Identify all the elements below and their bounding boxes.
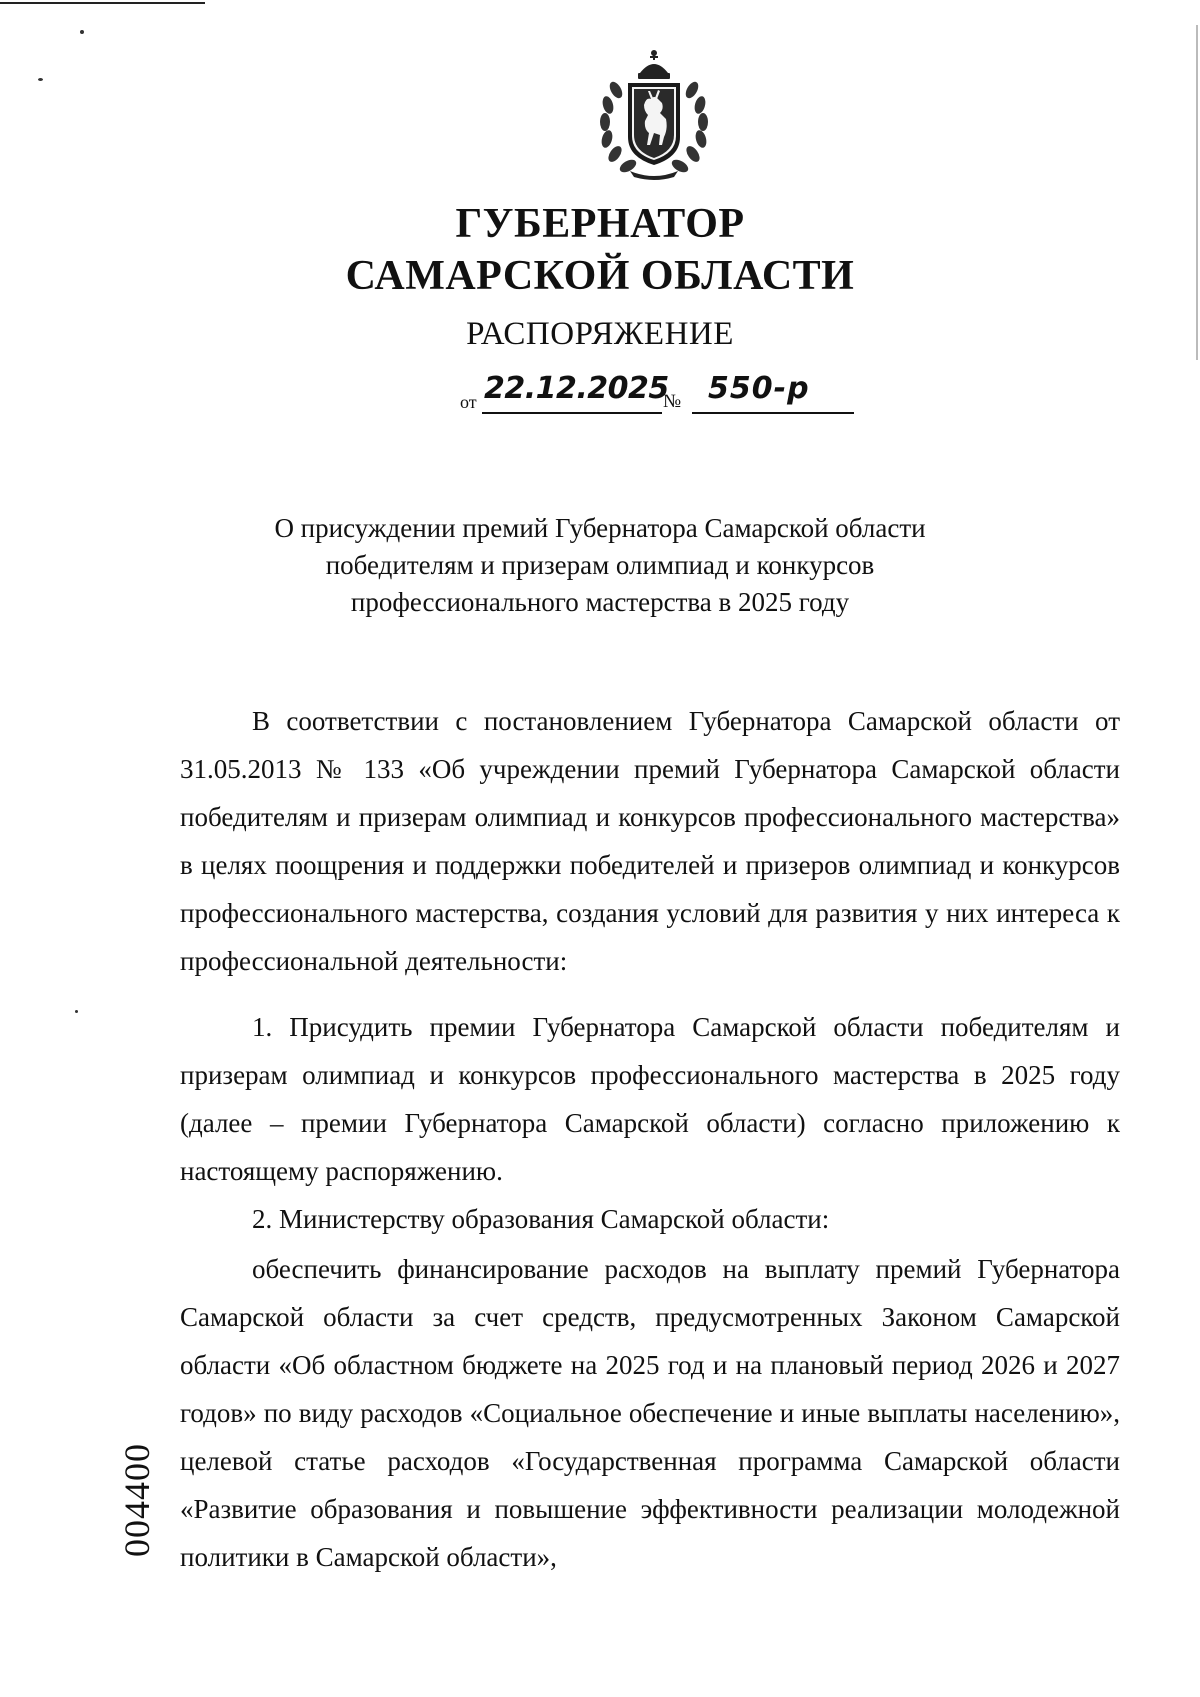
right-edge-line — [1196, 25, 1198, 360]
number-underline — [692, 412, 854, 414]
clause-1-paragraph: 1. Присудить премии Губернатора Самарской области победителям и призерам олимпиад и конкурсов профессионального мастерства в 2025 году (далее – премии Губернатора Самарской области) согласно приложению к настоящему распоряжению. — [180, 1012, 1120, 1186]
serial-number-stamp — [117, 1440, 157, 1560]
handwritten-date: 22.12.2025 — [484, 371, 669, 406]
scan-speck — [38, 78, 43, 81]
subject-line: победителям и призерам олимпиад и конкурсов — [325, 550, 875, 580]
clause-2-heading: 2. Министерству образования Самарской области: — [252, 1204, 830, 1234]
document-type: РАСПОРЯЖЕНИЕ — [466, 316, 734, 352]
preamble-paragraph: В соответствии с постановлением Губернатора Самарской области от 31.05.2013 № 133 «Об учреждении премий Губернатора Самарской области победителям и призерам олимпиад и конкурсов профессионального мастерства» в целях поощрения и поддержки победителей и призеров олимпиад и конкурсов профессионального мастерства, создания условий для развития у них интереса к профессиональной деятельности: — [180, 706, 1120, 976]
issuer-title-line2: САМАРСКОЙ ОБЛАСТИ — [345, 253, 855, 299]
issuer-title-line1: ГУБЕРНАТОР — [455, 201, 745, 247]
date-number-line — [460, 371, 860, 423]
number-sign: № — [663, 391, 682, 412]
serial-number: 004400 — [117, 1443, 157, 1557]
subject-line: профессионального мастерства в 2025 году — [350, 587, 850, 617]
clause-2-paragraph: обеспечить финансирование расходов на выплату премий Губернатора Самарской области за счет средств, предусмотренных Законом Самарской области «Об областном бюджете на 2025 год и на плановый период 2026 и 2027 годов» по виду расходов «Социальное обеспечение и иные выплаты населению», целевой статье расходов «Государственная программа Самарской области «Развитие образования и повышение эффективности реализации молодежной политики в Самарской области», — [180, 1254, 1120, 1572]
date-underline — [482, 412, 662, 414]
handwritten-number: 550-р — [708, 371, 810, 406]
scan-speck — [80, 30, 84, 34]
subject-line: О присуждении премий Губернатора Самарской области — [274, 513, 926, 543]
top-border-line — [0, 2, 205, 4]
coat-of-arms-icon — [588, 45, 720, 180]
scan-speck — [75, 1010, 78, 1013]
date-prefix: от — [460, 392, 477, 412]
document-subject — [0, 510, 1200, 621]
